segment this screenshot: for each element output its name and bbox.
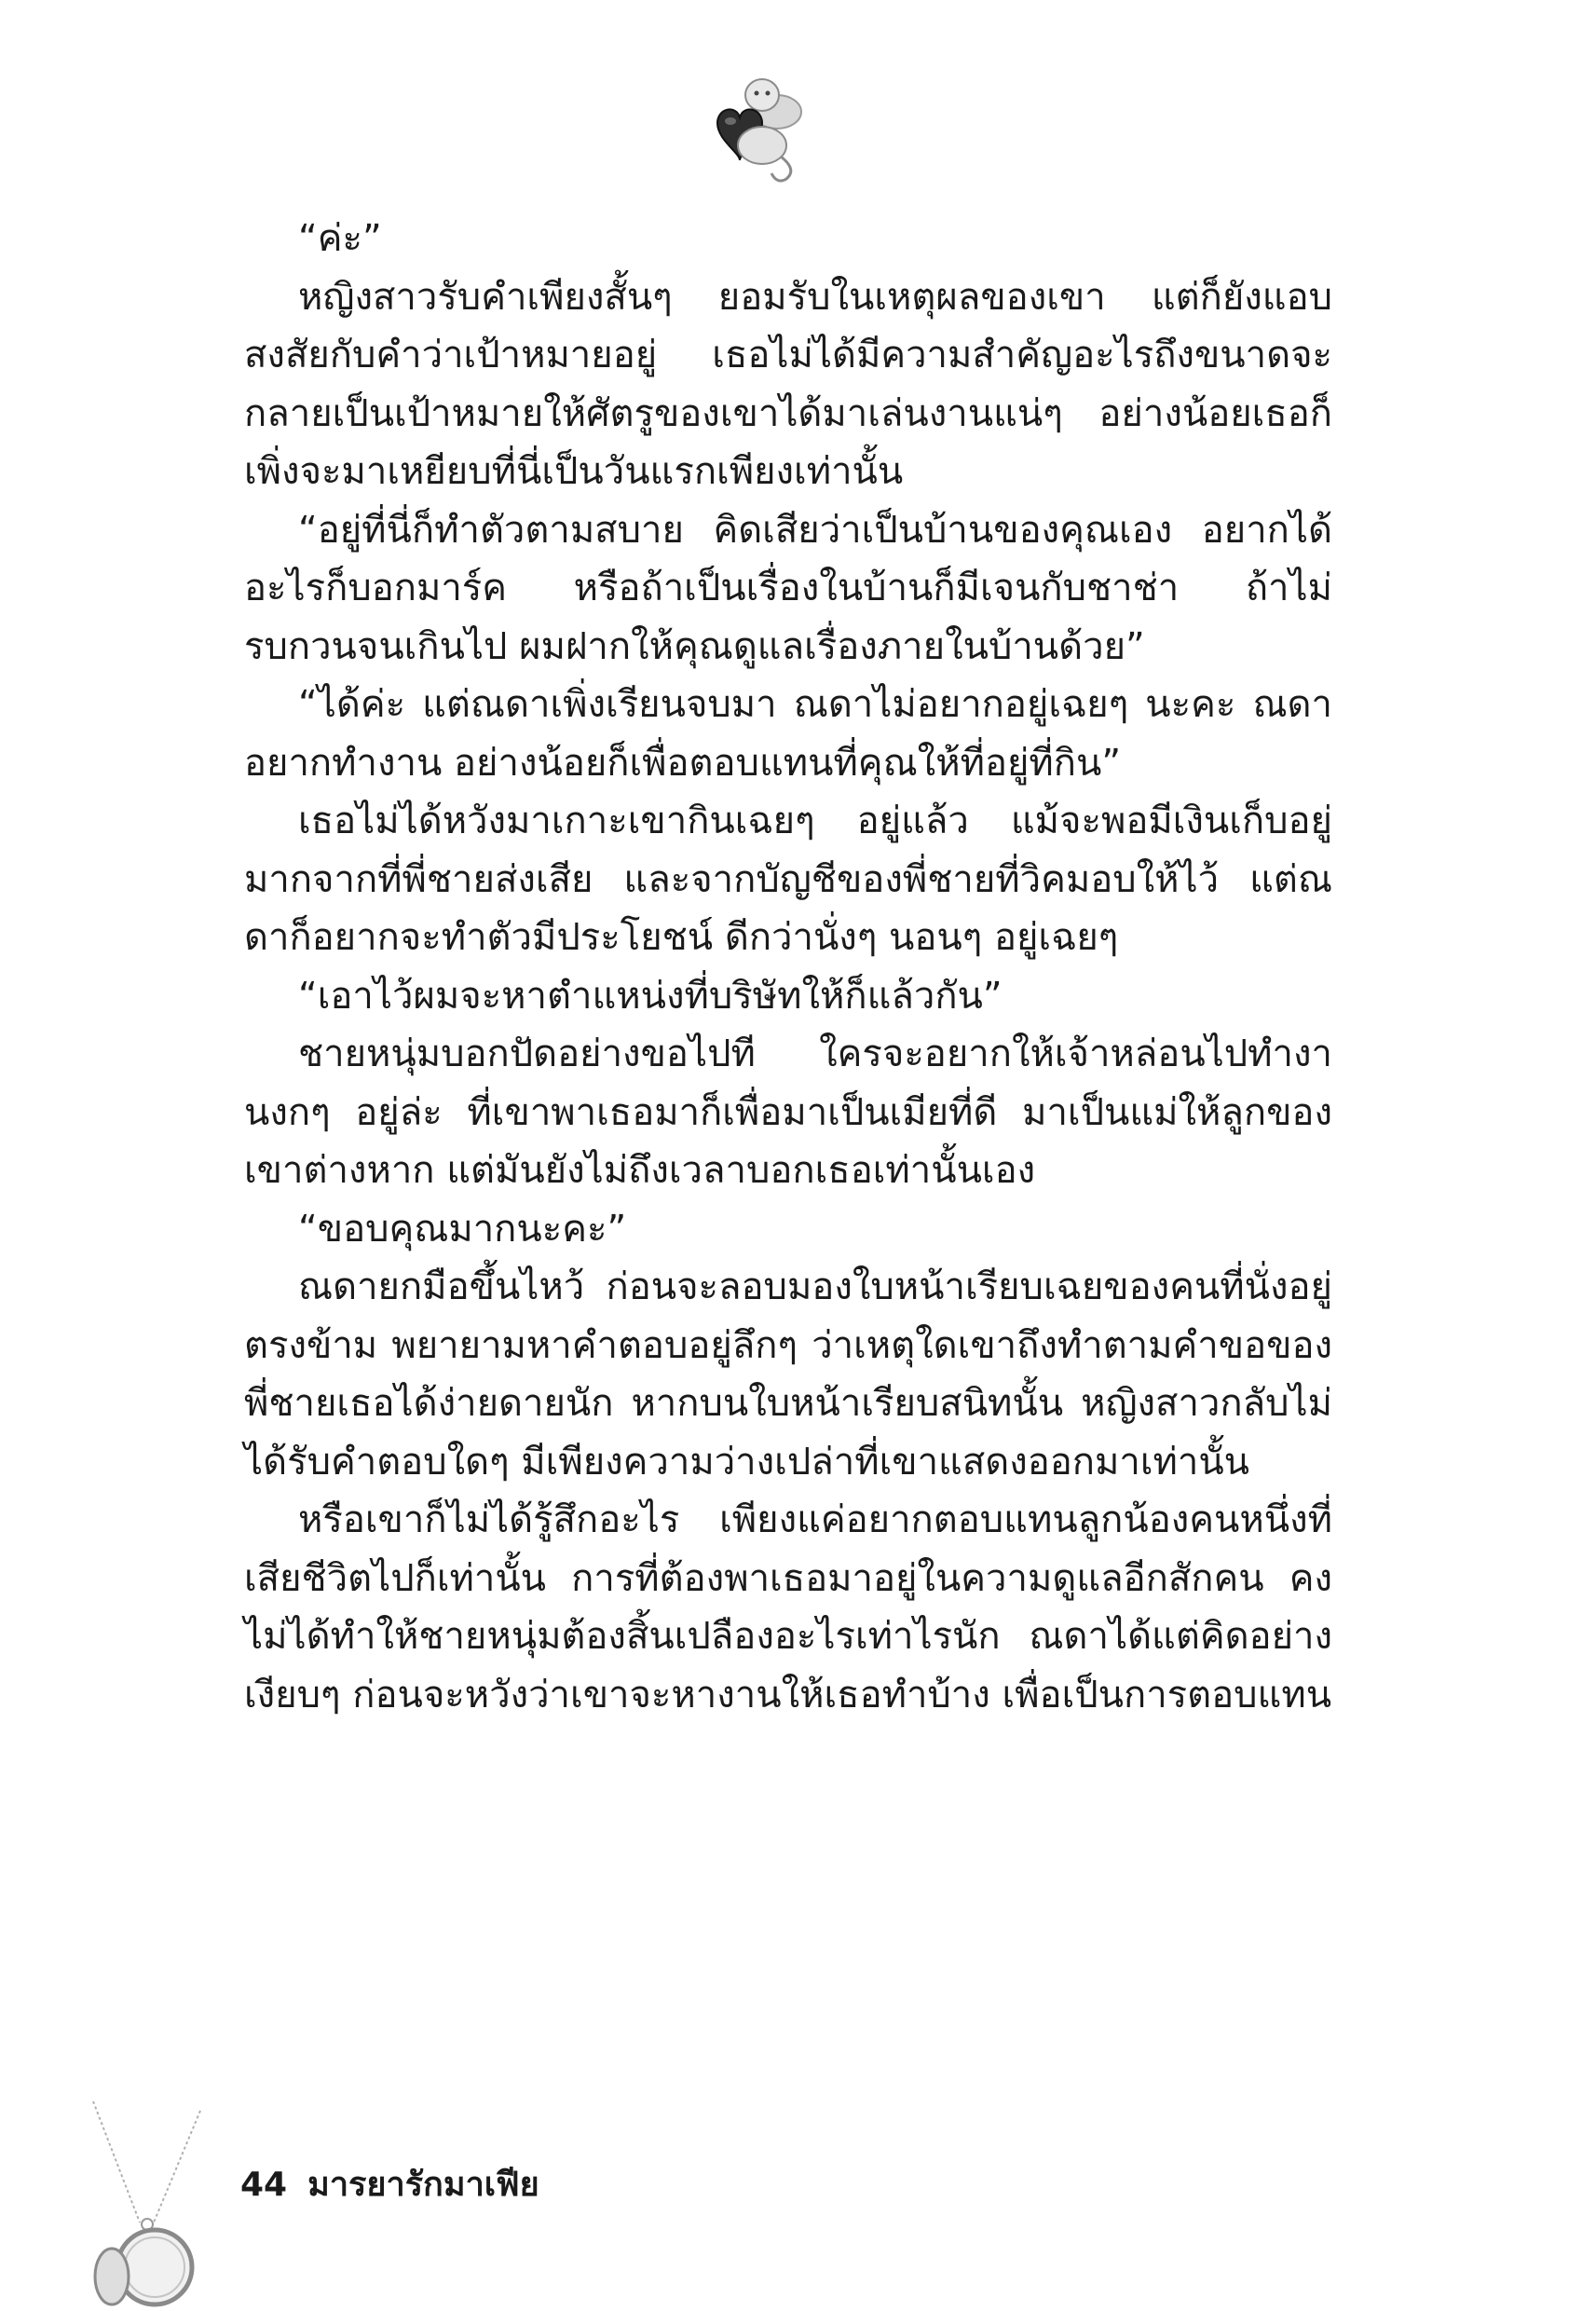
page-footer bbox=[240, 2162, 539, 2208]
paragraph: ชายหนุ่มบอกปัดอย่างขอไปที ใครจะอยากให้เจ้าหล่อนไปทำงานงกๆ อยู่ล่ะ ที่เขาพาเธอมาก็เพื่อมาเป็นเมียที่ดี มาเป็นแม่ให้ลูกของเขาต่างหาก แต่มันยังไม่ถึงเวลาบอกเธอเท่านั้นเอง bbox=[244, 1032, 1332, 1192]
paragraph: “ได้ค่ะ แต่ณดาเพิ่งเรียนจบมา ณดาไม่อยากอยู่เฉยๆ นะคะ ณดาอยากทำงาน อย่างน้อยก็เพื่อตอบแทนที่คุณให้ที่อยู่ที่กิน” bbox=[244, 683, 1332, 785]
paragraph: หรือเขาก็ไม่ได้รู้สึกอะไร เพียงแค่อยากตอบแทนลูกน้องคนหนึ่งที่เสียชีวิตไปก็เท่านั้น การที่ต้องพาเธอมาอยู่ในความดูแลอีกสักคน คงไม่ได้ทำให้ชายหนุ่มต้องสิ้นเปลืองอะไรเท่าไรนัก ณดาได้แต่คิดอย่างเงียบๆ ก่อนจะหวังว่าเขาจะหางานให้เธอทำบ้าง เพื่อเป็นการตอบแทน bbox=[244, 1498, 1332, 1716]
paragraph: ณดายกมือขึ้นไหว้ ก่อนจะลอบมองใบหน้าเรียบเฉยของคนที่นั่งอยู่ตรงข้าม พยายามหาคำตอบอยู่ลึกๆ ว่าเหตุใดเขาถึงทำตามคำขอของพี่ชายเธอได้ง่ายดายนัก หากบนใบหน้าเรียบสนิทนั้น หญิงสาวกลับไม่ได้รับคำตอบใดๆ มีเพียงความว่างเปล่าที่เขาแสดงออกมาเท่านั้น bbox=[244, 1265, 1332, 1484]
locket-ornament-icon bbox=[84, 2101, 205, 2311]
paragraph: เธอไม่ได้หวังมาเกาะเขากินเฉยๆ อยู่แล้ว แม้จะพอมีเงินเก็บอยู่มากจากที่พี่ชายส่งเสีย และจากบัญชีของพี่ชายที่วิคมอบให้ไว้ แต่ณดาก็อยากจะทำตัวมีประโยชน์ ดีกว่านั่งๆ นอนๆ อยู่เฉยๆ bbox=[244, 800, 1332, 959]
page-number: 44 bbox=[240, 2166, 288, 2204]
paragraph: หญิงสาวรับคำเพียงสั้นๆ ยอมรับในเหตุผลของเขา แต่ก็ยังแอบสงสัยกับคำว่าเป้าหมายอยู่ เธอไม่ได้มีความสำคัญอะไรถึงขนาดจะกลายเป็นเป้าหมายให้ศัตรูของเขาได้มาเล่นงานแน่ๆ อย่างน้อยเธอก็เพิ่งจะมาเหยียบที่นี่เป็นวันแรกเพียงเท่านั้น bbox=[244, 275, 1332, 493]
body-text bbox=[244, 210, 1332, 1724]
paragraph: “อยู่ที่นี่ก็ทำตัวตามสบาย คิดเสียว่าเป็นบ้านของคุณเอง อยากได้อะไรก็บอกมาร์ค หรือถ้าเป็นเรื่องในบ้านก็มีเจนกับชาช่า ถ้าไม่รบกวนจนเกินไป ผมฝากให้คุณดูแลเรื่องภายในบ้านด้วย” bbox=[244, 508, 1332, 668]
book-title: มารยารักมาเฟีย bbox=[307, 2166, 539, 2204]
paragraph: “เอาไว้ผมจะหาตำแหน่งที่บริษัทให้ก็แล้วกัน” bbox=[298, 974, 1003, 1018]
cupid-heart-ornament-icon bbox=[697, 67, 818, 188]
paragraph: “ขอบคุณมากนะคะ” bbox=[298, 1207, 627, 1251]
paragraph: “ค่ะ” bbox=[298, 217, 382, 260]
